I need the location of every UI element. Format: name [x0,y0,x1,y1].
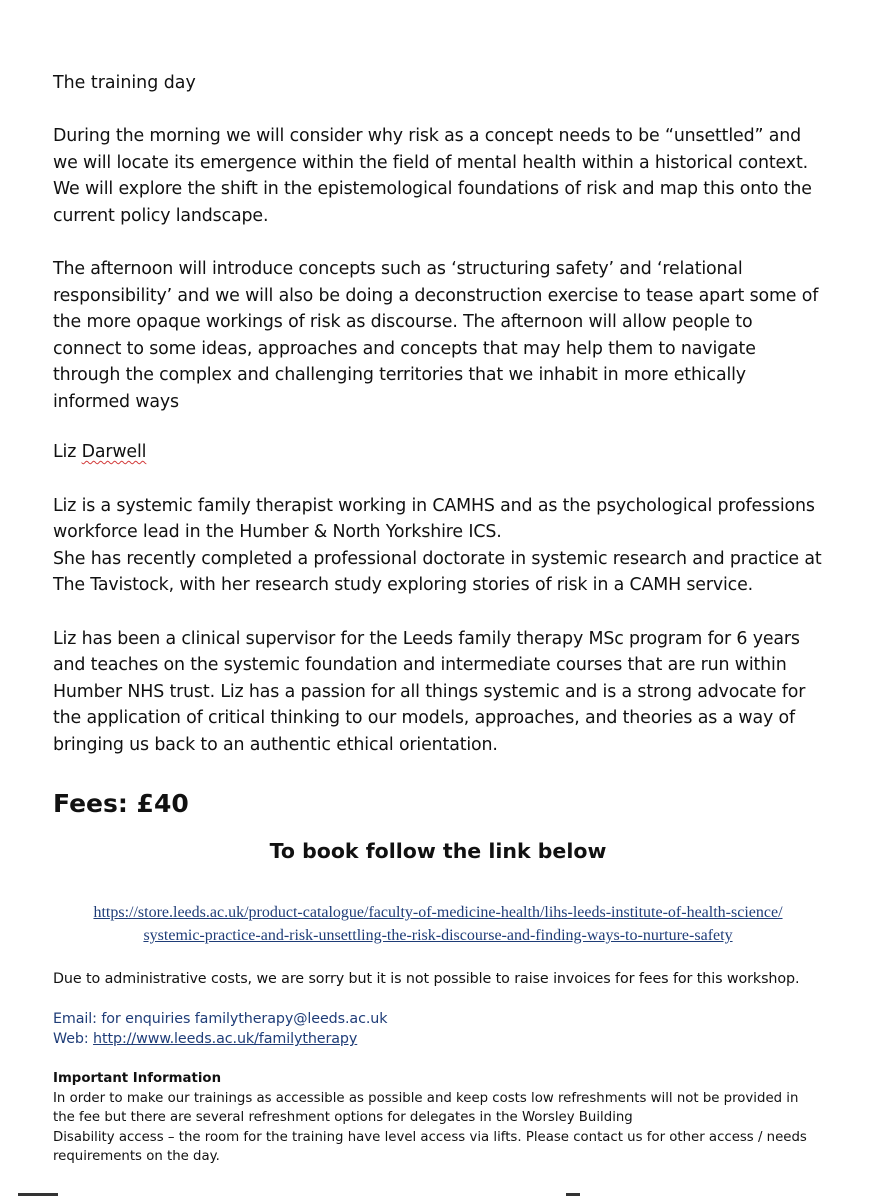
bio-paragraph-2: Liz has been a clinical supervisor for the Leeds family therapy MSc program for 6 years and teaches on the systemic foundation and intermediate courses that are run within Humber NHS trust. Liz has a passion for all things systemic and is a strong advocate for the application of critical thinking to our models, approaches, and theories as a way of bringing us back to an authentic ethical orientation. [53,628,806,755]
bio-line-doctorate: She has recently completed a professional doctorate in systemic research and practice at The Tavistock, with her research study exploring stories of risk in a CAMH service. [53,548,822,595]
section-heading: The training day [53,73,196,93]
trainer-name [53,439,823,466]
document-page [53,70,823,1167]
bio-line-role: Liz is a systemic family therapist working in CAMHS and as the psychological professions workforce lead in the Humber & North Yorkshire ICS. [53,495,815,542]
important-info-title: Important Information [53,1071,222,1086]
trainer-last-name: Darwell [81,442,147,462]
contact-block [53,1009,823,1049]
invoice-note: Due to administrative costs, we are sorry but it is not possible to raise invoices for fees for this workshop. [53,971,800,987]
booking-link[interactable] [53,901,823,947]
paragraph-morning: During the morning we will consider why risk as a concept needs to be “unsettled” and we will locate its emergence within the field of mental health within a historical context. We will explore the shift in the epistemological foundations of risk and map this onto the current policy landscape. [53,126,812,226]
email-line[interactable]: Email: for enquiries familytherapy@leeds.ac.uk [53,1011,388,1027]
fees-label: Fees: £40 [53,789,189,818]
booking-link-line-2[interactable]: systemic-practice-and-risk-unsettling-the-risk-discourse-and-finding-ways-to-nurture-safety [143,927,733,944]
web-label: Web: [53,1031,94,1047]
web-line [53,1029,823,1049]
paragraph-afternoon: The afternoon will introduce concepts such as ‘structuring safety’ and ‘relational responsibility’ and we will also be doing a deconstruction exercise to tease apart some of the more opaque workings of risk as discourse. The afternoon will allow people to connect to some ideas, approaches and concepts that may help them to navigate through the complex and challenging territories that we inhabit in more ethically informed ways [53,259,819,412]
important-info-block [53,1069,823,1167]
booking-heading: To book follow the link below [269,839,607,863]
next-page-fragment [566,1193,580,1196]
refreshments-note: In order to make our trainings as accessible as possible and keep costs low refreshments will not be provided in the fee but there are several refreshment options for delegates in the Worsley Building [53,1090,799,1125]
booking-link-line-1[interactable]: https://store.leeds.ac.uk/product-catalogue/faculty-of-medicine-health/lihs-leeds-institute-of-health-science/ [93,904,783,921]
disability-access-note: Disability access – the room for the training have level access via lifts. Please contact us for other access / needs requirements on the day. [53,1129,807,1164]
next-page-fragment [18,1193,58,1196]
web-link[interactable]: http://www.leeds.ac.uk/familytherapy [93,1031,358,1047]
bio-paragraph-1 [53,493,823,599]
trainer-first-name: Liz [53,442,77,462]
